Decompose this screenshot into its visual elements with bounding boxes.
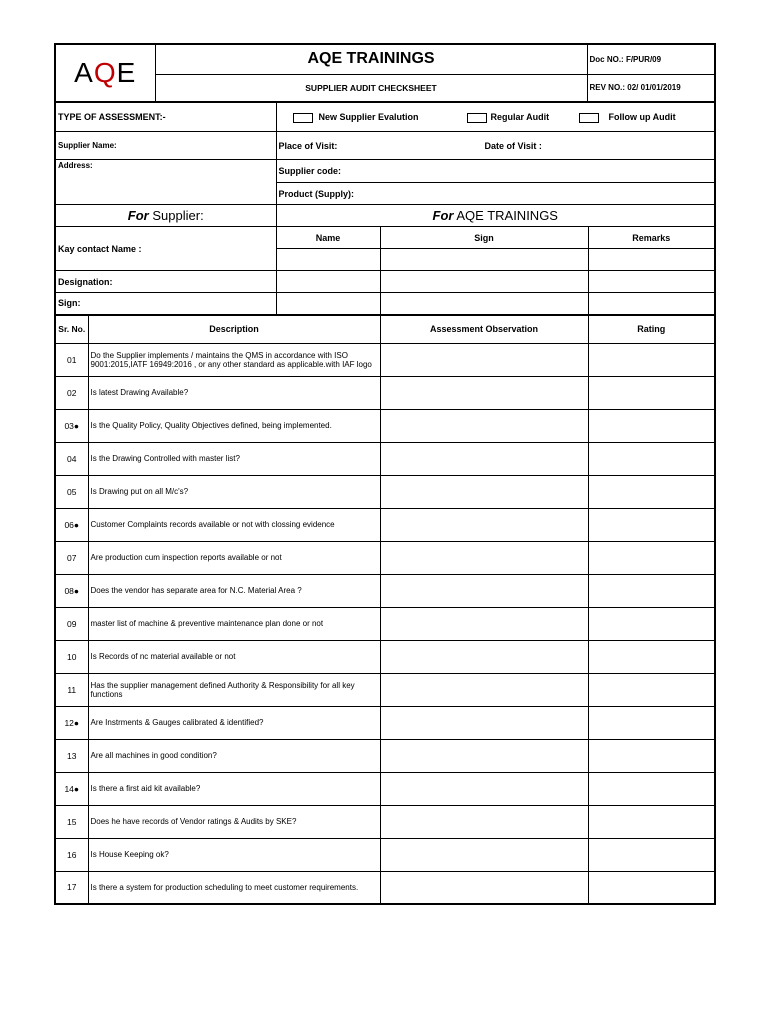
option-new-supplier[interactable]: New Supplier Evalution <box>293 103 419 131</box>
address-field[interactable]: Address: <box>55 160 276 205</box>
observation-cell[interactable] <box>380 772 588 805</box>
table-row <box>55 607 715 640</box>
sr-no-cell: 15 <box>55 805 88 838</box>
checkbox-follow-up-audit[interactable] <box>579 113 599 123</box>
observation-cell[interactable] <box>380 475 588 508</box>
observation-cell[interactable] <box>380 673 588 706</box>
observation-cell[interactable] <box>380 739 588 772</box>
remarks-cell[interactable] <box>588 249 715 271</box>
sr-no-cell: 03● <box>55 409 88 442</box>
description-cell: Does he have records of Vendor ratings & Audits by SKE? <box>88 805 380 838</box>
sr-no-cell: 09 <box>55 607 88 640</box>
description-cell: Are production cum inspection reports available or not <box>88 541 380 574</box>
description-cell: Are all machines in good condition? <box>88 739 380 772</box>
name-cell[interactable] <box>276 249 380 271</box>
sr-no-cell: 16 <box>55 838 88 871</box>
checkbox-new-supplier[interactable] <box>293 113 313 123</box>
observation-cell[interactable] <box>380 805 588 838</box>
for-aqe-heading: For AQE TRAININGS <box>276 205 715 227</box>
header-table <box>54 43 716 103</box>
rating-cell[interactable] <box>588 607 715 640</box>
sr-no-cell: 14● <box>55 772 88 805</box>
rating-cell[interactable] <box>588 640 715 673</box>
description-cell: Is Records of nc material available or not <box>88 640 380 673</box>
description-cell: Is Drawing put on all M/c's? <box>88 475 380 508</box>
date-of-visit-field[interactable]: Date of Visit : <box>484 141 542 151</box>
option-follow-up-audit[interactable]: Follow up Audit <box>579 103 676 131</box>
col-rating: Rating <box>588 315 715 343</box>
rating-cell[interactable] <box>588 739 715 772</box>
table-row <box>55 673 715 706</box>
revision-number: REV NO.: 02/ 01/01/2019 <box>587 74 715 102</box>
designation-label: Designation: <box>55 271 276 293</box>
description-cell: Do the Supplier implements / maintains the QMS in accordance with ISO 9001:2015,IATF 16949:2016 , or any other standard as applicable.with IAF logo <box>88 343 380 376</box>
observation-cell[interactable] <box>380 574 588 607</box>
for-supplier-heading: For Supplier: <box>55 205 276 227</box>
table-row <box>55 805 715 838</box>
sr-no-cell: 06● <box>55 508 88 541</box>
observation-cell[interactable] <box>380 541 588 574</box>
sr-no-cell: 02 <box>55 376 88 409</box>
rating-cell[interactable] <box>588 871 715 904</box>
sr-no-cell: 13 <box>55 739 88 772</box>
designation-name-cell[interactable] <box>276 271 380 293</box>
rating-cell[interactable] <box>588 574 715 607</box>
place-of-visit-field[interactable]: Place of Visit: <box>278 141 338 151</box>
supplier-name-field[interactable]: Supplier Name: <box>55 132 276 160</box>
description-cell: Customer Complaints records available or not with clossing evidence <box>88 508 380 541</box>
rating-cell[interactable] <box>588 541 715 574</box>
table-row <box>55 772 715 805</box>
rating-cell[interactable] <box>588 475 715 508</box>
description-cell: Are Instrments & Gauges calibrated & identified? <box>88 706 380 739</box>
designation-sign-cell[interactable] <box>380 271 588 293</box>
description-cell: Is House Keeping ok? <box>88 838 380 871</box>
description-cell: Is there a first aid kit available? <box>88 772 380 805</box>
rating-cell[interactable] <box>588 706 715 739</box>
observation-cell[interactable] <box>380 838 588 871</box>
sign-cell[interactable] <box>380 249 588 271</box>
description-cell: Has the supplier management defined Authority & Responsibility for all key functions <box>88 673 380 706</box>
rating-cell[interactable] <box>588 376 715 409</box>
observation-cell[interactable] <box>380 508 588 541</box>
sr-no-cell: 08● <box>55 574 88 607</box>
rating-cell[interactable] <box>588 442 715 475</box>
observation-cell[interactable] <box>380 442 588 475</box>
table-row <box>55 442 715 475</box>
audit-checklist-table <box>54 314 716 905</box>
sr-no-cell: 17 <box>55 871 88 904</box>
table-row <box>55 574 715 607</box>
sr-no-cell: 10 <box>55 640 88 673</box>
observation-cell[interactable] <box>380 706 588 739</box>
col-name: Name <box>276 227 380 249</box>
observation-cell[interactable] <box>380 871 588 904</box>
visit-row <box>276 132 715 160</box>
col-observation: Assessment Observation <box>380 315 588 343</box>
description-cell: Is there a system for production scheduling to meet customer requirements. <box>88 871 380 904</box>
rating-cell[interactable] <box>588 508 715 541</box>
rating-cell[interactable] <box>588 673 715 706</box>
form-title: AQE TRAININGS <box>155 44 587 74</box>
option-regular-audit[interactable]: Regular Audit <box>467 103 550 131</box>
doc-number: Doc NO.: F/PUR/09 <box>587 44 715 74</box>
table-row <box>55 739 715 772</box>
description-cell: Does the vendor has separate area for N.C. Material Area ? <box>88 574 380 607</box>
col-sign: Sign <box>380 227 588 249</box>
observation-cell[interactable] <box>380 640 588 673</box>
assessment-type-label: TYPE OF ASSESSMENT:- <box>55 103 276 132</box>
observation-cell[interactable] <box>380 343 588 376</box>
sr-no-cell: 01 <box>55 343 88 376</box>
observation-cell[interactable] <box>380 409 588 442</box>
table-row <box>55 409 715 442</box>
description-cell: Is the Drawing Controlled with master list? <box>88 442 380 475</box>
designation-remarks-cell[interactable] <box>588 271 715 293</box>
rating-cell[interactable] <box>588 805 715 838</box>
table-row <box>55 475 715 508</box>
company-logo: AQE <box>55 44 155 102</box>
supplier-code-field[interactable]: Supplier code: <box>276 160 715 183</box>
sign-sign-cell[interactable] <box>380 293 588 315</box>
description-cell: Is the Quality Policy, Quality Objectives defined, being implemented. <box>88 409 380 442</box>
table-row <box>55 508 715 541</box>
sign-remarks-cell[interactable] <box>588 293 715 315</box>
supplier-info-table <box>54 102 716 316</box>
table-row <box>55 871 715 904</box>
col-description: Description <box>88 315 380 343</box>
sr-no-cell: 11 <box>55 673 88 706</box>
description-cell: master list of machine & preventive maintenance plan done or not <box>88 607 380 640</box>
form-subtitle: SUPPLIER AUDIT CHECKSHEET <box>155 74 587 102</box>
description-cell: Is latest Drawing Available? <box>88 376 380 409</box>
sr-no-cell: 07 <box>55 541 88 574</box>
rating-cell[interactable] <box>588 838 715 871</box>
rating-cell[interactable] <box>588 772 715 805</box>
sign-name-cell[interactable] <box>276 293 380 315</box>
assessment-options <box>276 103 715 132</box>
table-row <box>55 706 715 739</box>
observation-cell[interactable] <box>380 376 588 409</box>
table-row <box>55 640 715 673</box>
product-supply-field[interactable]: Product (Supply): <box>276 183 715 205</box>
table-row <box>55 541 715 574</box>
checkbox-regular-audit[interactable] <box>467 113 487 123</box>
table-row <box>55 376 715 409</box>
col-sr-no: Sr. No. <box>55 315 88 343</box>
observation-cell[interactable] <box>380 607 588 640</box>
col-remarks: Remarks <box>588 227 715 249</box>
table-row <box>55 838 715 871</box>
sr-no-cell: 05 <box>55 475 88 508</box>
table-row <box>55 343 715 376</box>
sr-no-cell: 04 <box>55 442 88 475</box>
key-contact-label: Kay contact Name : <box>55 227 276 271</box>
sr-no-cell: 12● <box>55 706 88 739</box>
rating-cell[interactable] <box>588 409 715 442</box>
sign-label: Sign: <box>55 293 276 315</box>
rating-cell[interactable] <box>588 343 715 376</box>
